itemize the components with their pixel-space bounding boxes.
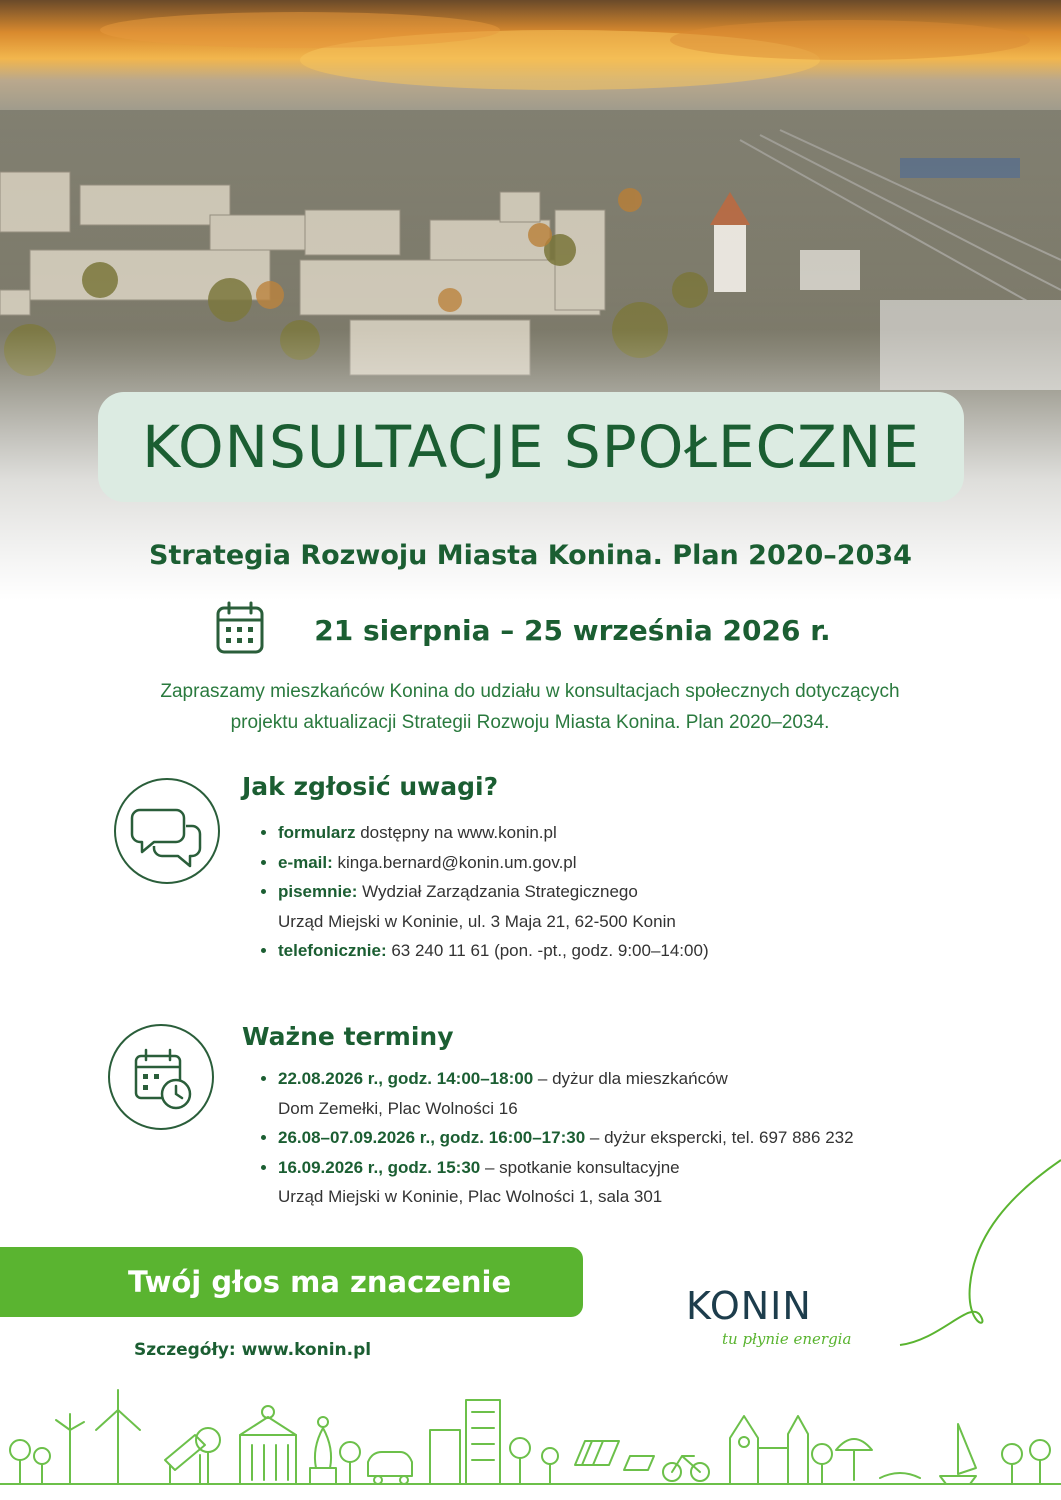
important-dates-list bbox=[260, 1064, 854, 1212]
method-text: kinga.bernard@konin.um.gov.pl bbox=[332, 852, 577, 872]
date-label: 26.08–07.09.2026 r., godz. 16:00–17:30 bbox=[278, 1128, 586, 1147]
page-title: KONSULTACJE SPOŁECZNE bbox=[142, 413, 920, 481]
method-label: formularz bbox=[278, 823, 356, 842]
list-item bbox=[278, 877, 709, 936]
submission-methods-list bbox=[260, 818, 709, 966]
chat-bubbles-icon bbox=[116, 780, 218, 882]
date-text: – dyżur dla mieszkańców bbox=[533, 1069, 728, 1088]
method-text: 63 240 11 61 (pon. -pt., godz. 9:00–14:00) bbox=[386, 941, 709, 960]
list-item bbox=[278, 818, 709, 848]
method-label: pisemnie: bbox=[278, 882, 358, 901]
method-text: Wydział Zarządzania Strategicznego bbox=[357, 882, 638, 901]
title-banner bbox=[98, 392, 964, 502]
logo-tagline: tu płynie energia bbox=[722, 1330, 852, 1348]
calendar-icon-circle bbox=[108, 1024, 214, 1130]
date-text: – dyżur ekspercki, tel. 697 886 232 bbox=[585, 1128, 854, 1147]
list-item bbox=[278, 848, 709, 878]
method-label: e-mail: bbox=[278, 852, 333, 872]
method-text: dostępny na www.konin.pl bbox=[355, 823, 557, 842]
date-label: 22.08.2026 r., godz. 14:00–18:00 bbox=[278, 1069, 534, 1088]
consultation-dates bbox=[0, 614, 1061, 647]
details-link-text: Szczegóły: www.konin.pl bbox=[134, 1340, 372, 1360]
date-place: Dom Zemełki, Plac Wolności 16 bbox=[278, 1098, 518, 1118]
calendar-clock-icon bbox=[110, 1026, 212, 1128]
list-item bbox=[278, 1064, 854, 1123]
intro-text bbox=[80, 676, 980, 738]
list-item bbox=[278, 1153, 854, 1212]
konin-logo bbox=[686, 1284, 926, 1364]
list-item bbox=[278, 1123, 854, 1153]
intro-line-2: projektu aktualizacji Strategii Rozwoju Miasta Konina. Plan 2020–2034. bbox=[230, 712, 830, 733]
hero-photo bbox=[0, 0, 1061, 600]
intro-line-1: Zapraszamy mieszkańców Konina do udziału w konsultacjach społecznych dotyczących bbox=[160, 681, 900, 702]
method-label: telefonicznie: bbox=[278, 941, 387, 960]
date-text: – spotkanie konsultacyjne bbox=[480, 1157, 680, 1177]
chat-icon-circle bbox=[114, 778, 220, 884]
logo-wordmark: KONIN bbox=[686, 1284, 812, 1328]
date-place: Urząd Miejski w Koninie, Plac Wolności 1, sala 301 bbox=[278, 1187, 663, 1206]
banner-text: Twój głos ma znaczenie bbox=[128, 1265, 512, 1299]
city-line-art-icon bbox=[0, 1380, 1061, 1492]
dates-text: 21 sierpnia – 25 września 2026 r. bbox=[314, 614, 831, 647]
how-to-submit-title: Jak zgłosić uwagi? bbox=[242, 772, 499, 801]
voice-matters-banner bbox=[0, 1247, 583, 1317]
method-address: Urząd Miejski w Koninie, ul. 3 Maja 21, 62-500 Konin bbox=[278, 911, 676, 931]
city-skyline-photo bbox=[0, 0, 1061, 600]
date-label: 16.09.2026 r., godz. 15:30 bbox=[278, 1157, 481, 1177]
subtitle: Strategia Rozwoju Miasta Konina. Plan 2020–2034 bbox=[149, 540, 912, 571]
important-dates-title: Ważne terminy bbox=[242, 1022, 454, 1051]
list-item bbox=[278, 936, 709, 966]
